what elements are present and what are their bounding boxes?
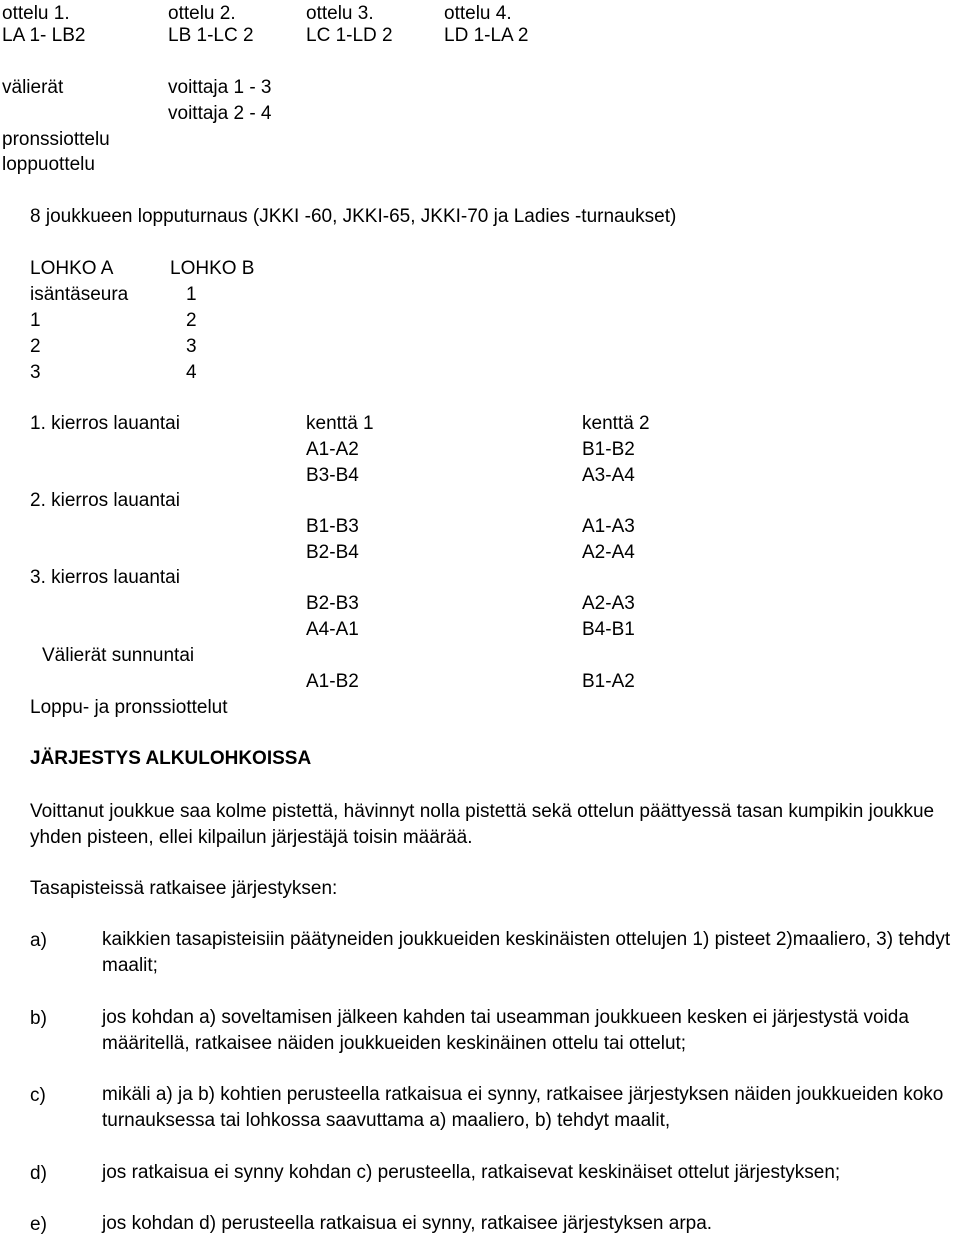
match-pair-3: LC 1-LD 2 bbox=[306, 25, 393, 46]
bronze-label: pronssiottelu bbox=[2, 129, 110, 150]
group-a-team: 3 bbox=[30, 362, 41, 383]
rule-text: jos kohdan d) perusteella ratkaisua ei synny, ratkaisee järjestyksen arpa. bbox=[102, 1213, 713, 1234]
tiebreak-intro: Tasapisteissä ratkaisee järjestyksen: bbox=[30, 878, 338, 899]
match-header-4: ottelu 4. bbox=[444, 3, 512, 24]
match-header-2: ottelu 2. bbox=[168, 3, 236, 24]
round-3-label: 3. kierros lauantai bbox=[30, 567, 180, 588]
match: A1-A3 bbox=[582, 516, 635, 537]
field-1-label: kenttä 1 bbox=[306, 413, 374, 434]
group-b-team: 1 bbox=[186, 284, 197, 305]
match-pair-4: LD 1-LA 2 bbox=[444, 25, 529, 46]
group-b-team: 3 bbox=[186, 336, 197, 357]
match: B4-B1 bbox=[582, 619, 635, 640]
match: B1-B3 bbox=[306, 516, 359, 537]
match: B2-B4 bbox=[306, 542, 359, 563]
match: A4-A1 bbox=[306, 619, 359, 640]
match-header-3: ottelu 3. bbox=[306, 3, 374, 24]
ranking-heading: JÄRJESTYS ALKULOHKOISSA bbox=[30, 748, 312, 769]
semifinal-2: voittaja 2 - 4 bbox=[168, 103, 272, 124]
rule-marker: a) bbox=[30, 930, 47, 951]
match: B3-B4 bbox=[306, 465, 359, 486]
round-2-label: 2. kierros lauantai bbox=[30, 490, 180, 511]
group-a-team: isäntäseura bbox=[30, 284, 129, 305]
finals-label: Loppu- ja pronssiottelut bbox=[30, 697, 228, 718]
group-a-team: 1 bbox=[30, 310, 41, 331]
group-b-label: LOHKO B bbox=[170, 258, 255, 279]
points-rule: Voittanut joukkue saa kolme pistettä, hävinnyt nolla pistettä sekä ottelun päättyessä tasan kumpikin joukkue yhden pisteen, ellei kilpailun järjestäjä toisin määrää. bbox=[30, 801, 935, 848]
match: A1-B2 bbox=[306, 671, 359, 692]
match: B1-B2 bbox=[582, 439, 635, 460]
match: B2-B3 bbox=[306, 593, 359, 614]
match: B1-A2 bbox=[582, 671, 635, 692]
match: A3-A4 bbox=[582, 465, 635, 486]
match: A2-A4 bbox=[582, 542, 635, 563]
semifinal-1: voittaja 1 - 3 bbox=[168, 77, 272, 98]
group-b-team: 2 bbox=[186, 310, 197, 331]
semifinals-label: välierät bbox=[2, 77, 64, 98]
rule-marker: b) bbox=[30, 1008, 47, 1029]
rule-text: kaikkien tasapisteisiin päätyneiden joukkueiden keskinäisten ottelujen 1) pisteet 2)maaliero, 3) tehdyt maalit; bbox=[102, 929, 951, 976]
semis-label: Välierät sunnuntai bbox=[42, 645, 195, 666]
match-pair-1: LA 1- LB2 bbox=[2, 25, 86, 46]
group-a-team: 2 bbox=[30, 336, 41, 357]
tournament-heading: 8 joukkueen lopputurnaus (JKKI -60, JKKI-65, JKKI-70 ja Ladies -turnaukset) bbox=[30, 206, 677, 227]
match: A2-A3 bbox=[582, 593, 635, 614]
group-a-label: LOHKO A bbox=[30, 258, 114, 279]
rule-text: jos kohdan a) soveltamisen jälkeen kahden tai useamman joukkueen kesken ei järjestystä voida määritellä, ratkaisee näiden joukkueiden keskinäinen ottelu tai ottelut; bbox=[102, 1007, 909, 1054]
rule-text: jos ratkaisua ei synny kohdan c) perusteella, ratkaisevat keskinäiset ottelut järjestyksen; bbox=[102, 1162, 841, 1183]
field-2-label: kenttä 2 bbox=[582, 413, 650, 434]
rule-marker: d) bbox=[30, 1163, 47, 1184]
match: A1-A2 bbox=[306, 439, 359, 460]
round-1-label: 1. kierros lauantai bbox=[30, 413, 180, 434]
rule-marker: c) bbox=[30, 1085, 46, 1106]
match-header-1: ottelu 1. bbox=[2, 3, 70, 24]
match-pair-2: LB 1-LC 2 bbox=[168, 25, 254, 46]
rule-text: mikäli a) ja b) kohtien perusteella ratkaisua ei synny, ratkaisee järjestyksen näiden joukkueiden koko turnauksessa tai lohkossa saavuttama a) maaliero, b) tehdyt maalit, bbox=[102, 1084, 944, 1131]
group-b-team: 4 bbox=[186, 362, 197, 383]
rule-marker: e) bbox=[30, 1214, 47, 1235]
final-label: loppuottelu bbox=[2, 154, 95, 175]
